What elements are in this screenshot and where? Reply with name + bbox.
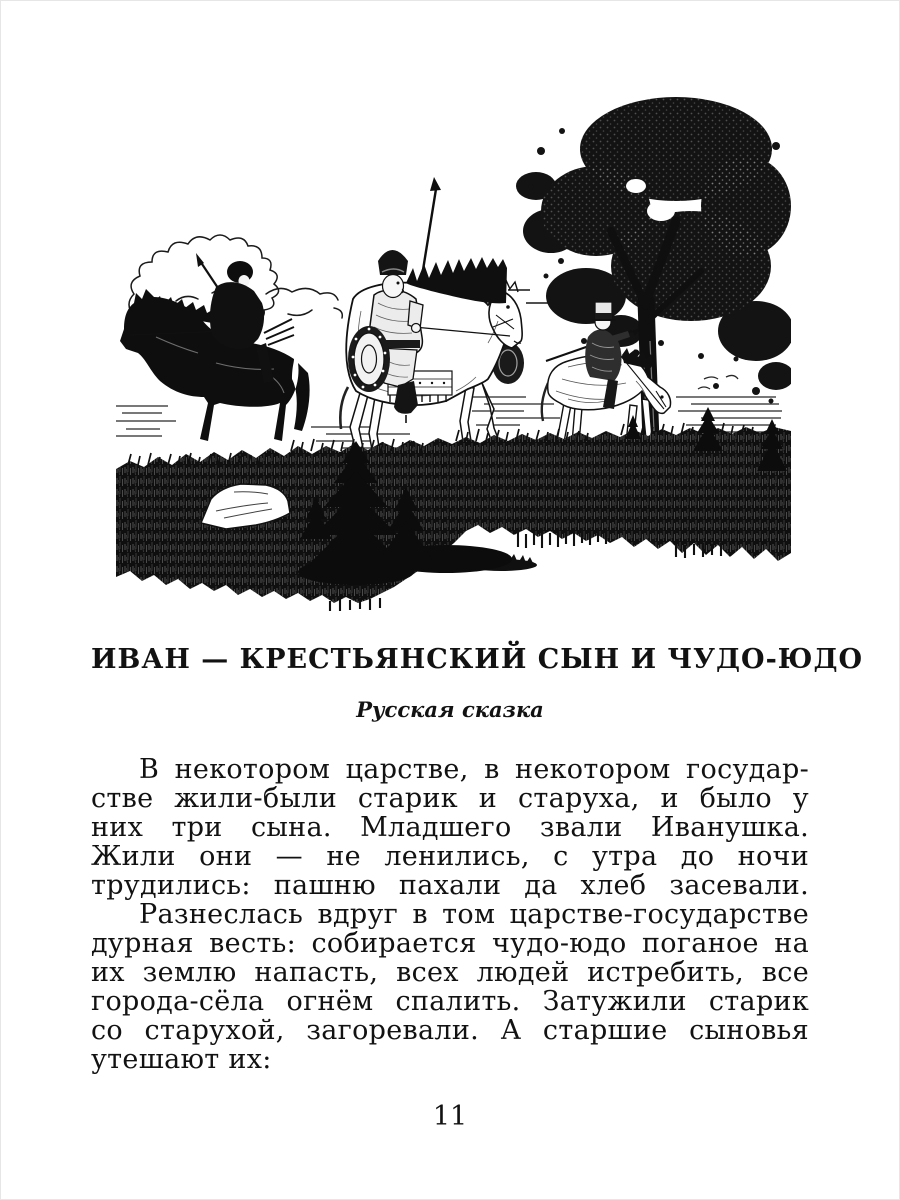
- text-line: стве жили-были старик и старуха, и было у: [91, 783, 809, 814]
- story-title: ИВАН — КРЕСТЬЯНСКИЙ СЫН И ЧУДО-ЮДО: [91, 644, 864, 675]
- text-line: трудились: пашню пахали да хлеб засевали.: [91, 870, 809, 901]
- text-line: Разнеслась вдруг в том царстве-государстве: [139, 899, 809, 930]
- center-rider: [340, 177, 522, 464]
- text-line: них три сына. Младшего звали Иванушка.: [91, 812, 809, 843]
- text-line: со старухой, загоревали. А старшие сыновья: [91, 1015, 809, 1046]
- text-line: утешают их:: [91, 1044, 272, 1075]
- page-number: 11: [432, 1101, 468, 1132]
- text-line: их землю напасть, всех людей истребить, все: [91, 957, 809, 988]
- story-illustration: [116, 91, 791, 611]
- text-line: дурная весть: собирается чудо-юдо поганое на: [91, 928, 809, 959]
- text-line: В некотором царстве, в некотором государ-: [139, 754, 809, 785]
- text-line: Жили они — не ленились, с утра до ночи: [91, 841, 809, 872]
- story-text: [91, 755, 809, 1074]
- paragraph-2: [91, 900, 809, 1074]
- story-subtitle: Русская сказка: [356, 697, 544, 722]
- paragraph-1: [91, 755, 809, 900]
- text-line: города-сёла огнём спалить. Затужили старик: [91, 986, 809, 1017]
